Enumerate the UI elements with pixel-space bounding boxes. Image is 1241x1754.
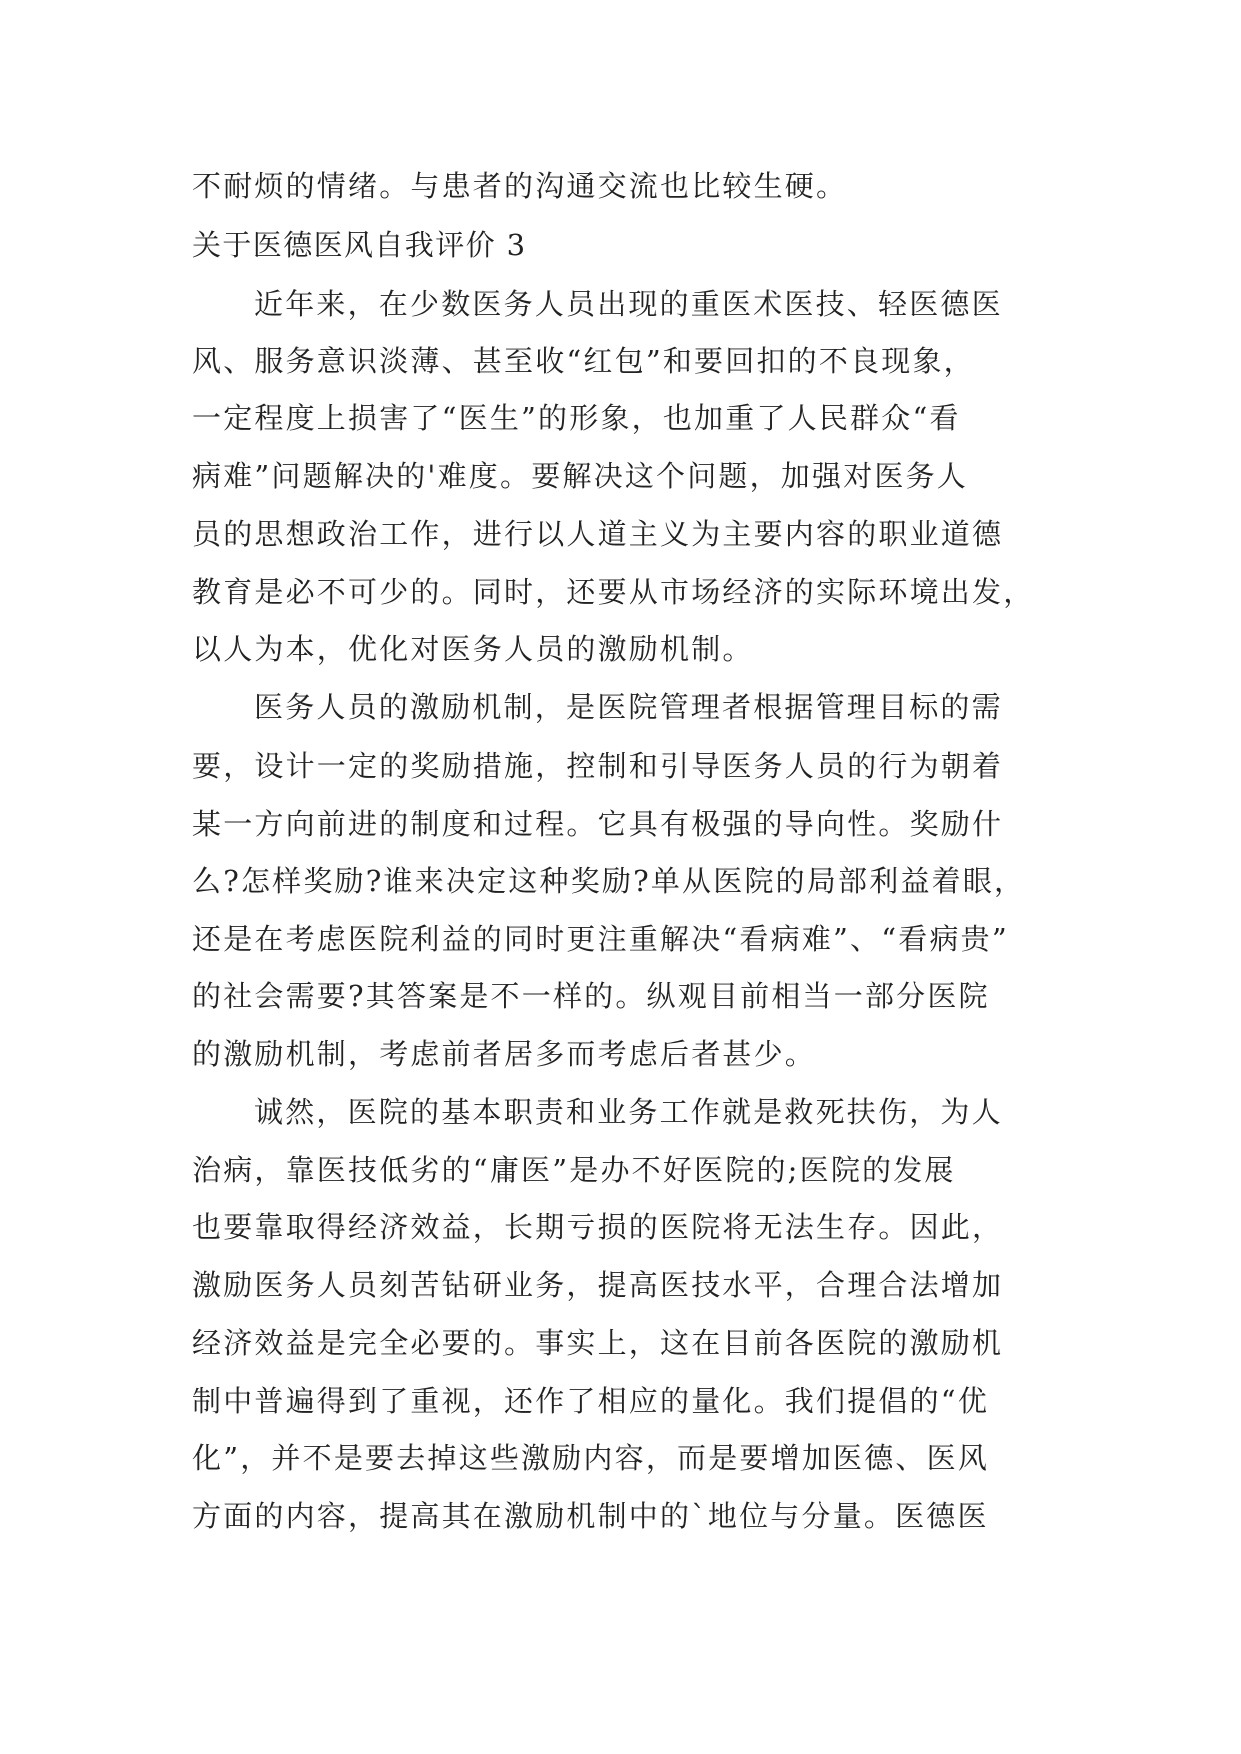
text-line: 教育是必不可少的。同时，还要从市场经济的实际环境出发， bbox=[192, 575, 1035, 609]
text-line: 不耐烦的情绪。与患者的沟通交流也比较生硬。 bbox=[192, 169, 848, 203]
text-line: 员的思想政治工作，进行以人道主义为主要内容的职业道德 bbox=[192, 517, 1004, 551]
text-line: 一定程度上损害了“医生”的形象，也加重了人民群众“看 bbox=[192, 401, 961, 435]
text-line: 还是在考虑医院利益的同时更注重解决“看病难”、“看病贵” bbox=[192, 922, 1009, 956]
text-line: 激励医务人员刻苦钻研业务，提高医技水平，合理合法增加 bbox=[192, 1268, 1004, 1302]
text-line: 风、服务意识淡薄、甚至收“红包”和要回扣的不良现象， bbox=[192, 344, 975, 378]
text-line: 近年来，在少数医务人员出现的重医术医技、轻医德医 bbox=[254, 287, 1003, 321]
section-heading: 关于医德医风自我评价 3 bbox=[192, 228, 527, 262]
text-line: 经济效益是完全必要的。事实上，这在目前各医院的激励机 bbox=[192, 1326, 1004, 1360]
text-line: 化”，并不是要去掉这些激励内容，而是要增加医德、医风 bbox=[192, 1441, 990, 1475]
text-line: 的激励机制，考虑前者居多而考虑后者甚少。 bbox=[192, 1037, 817, 1071]
text-line: 医务人员的激励机制，是医院管理者根据管理目标的需 bbox=[254, 690, 1003, 724]
text-line: 么?怎样奖励?谁来决定这种奖励?单从医院的局部利益着眼， bbox=[192, 864, 1026, 898]
text-line: 方面的内容，提高其在激励机制中的`地位与分量。医德医 bbox=[192, 1499, 989, 1533]
text-line: 某一方向前进的制度和过程。它具有极强的导向性。奖励什 bbox=[192, 807, 1004, 841]
text-line: 制中普遍得到了重视，还作了相应的量化。我们提倡的“优 bbox=[192, 1384, 990, 1418]
text-line: 病难”问题解决的'难度。要解决这个问题，加强对医务人 bbox=[192, 459, 968, 493]
text-line: 也要靠取得经济效益，长期亏损的医院将无法生存。因此， bbox=[192, 1210, 1004, 1244]
text-line: 诚然，医院的基本职责和业务工作就是救死扶伤，为人 bbox=[254, 1095, 1003, 1129]
text-line: 要，设计一定的奖励措施，控制和引导医务人员的行为朝着 bbox=[192, 749, 1004, 783]
text-line: 的社会需要?其答案是不一样的。纵观目前相当一部分医院 bbox=[192, 979, 990, 1013]
text-line: 治病，靠医技低劣的“庸医”是办不好医院的;医院的发展 bbox=[192, 1153, 956, 1187]
text-line: 以人为本，优化对医务人员的激励机制。 bbox=[192, 632, 754, 666]
